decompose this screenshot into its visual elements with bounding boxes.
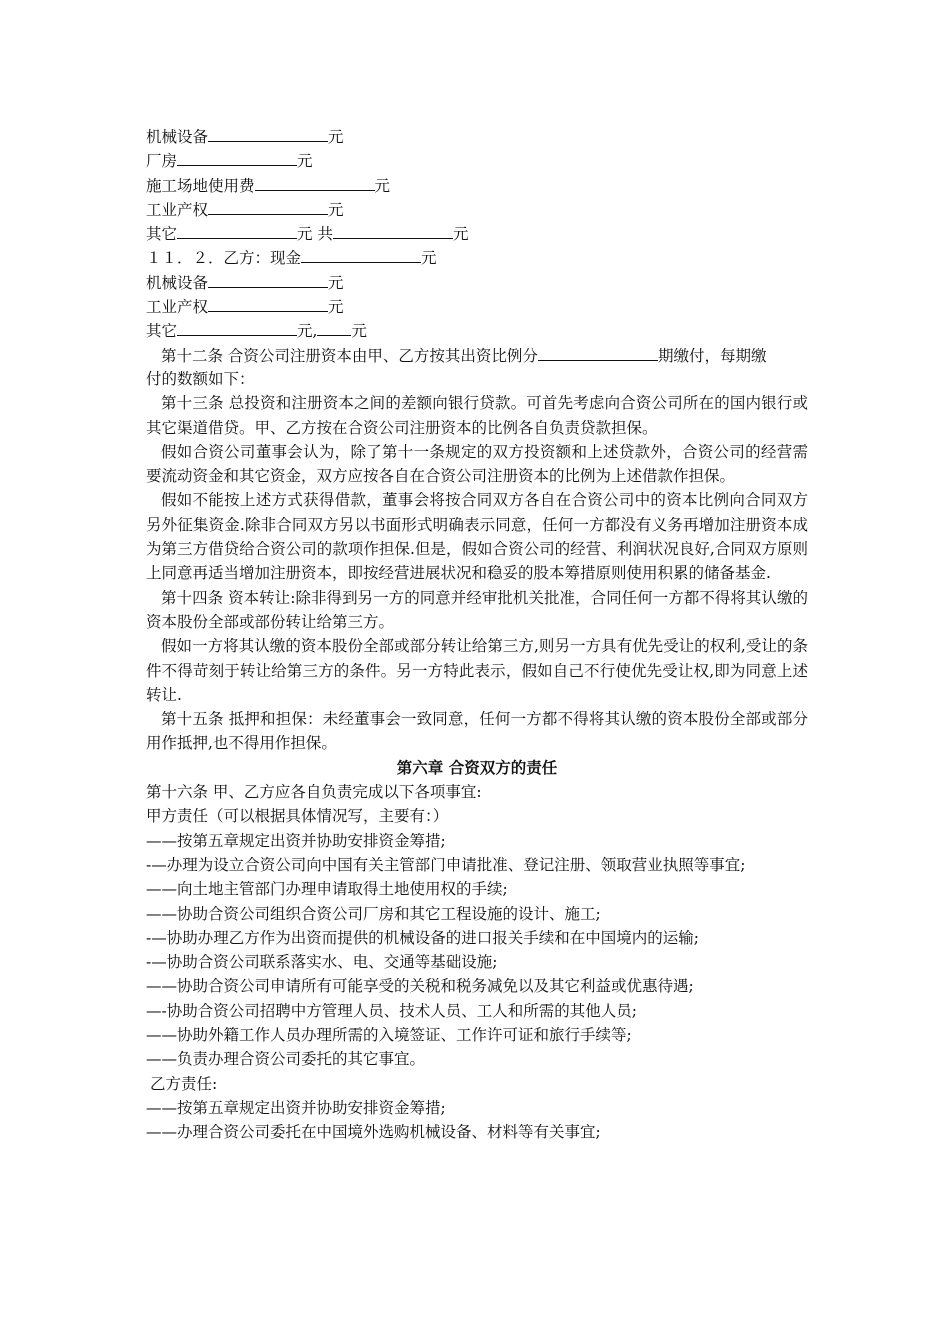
fill-line-site-fee (146, 173, 808, 197)
article-16: 第十六条 甲、乙方应各自负责完成以下各项事宜: (146, 783, 482, 802)
blank-field[interactable] (255, 173, 375, 191)
article-12-line1 (146, 343, 808, 367)
blank-field[interactable] (177, 221, 297, 239)
unit-label: 元 (297, 225, 313, 244)
list-item: ——协助外籍工作人员办理所需的入境签证、工作许可证和旅行手续等; (146, 1025, 632, 1044)
fill-line-b-ip (146, 294, 808, 318)
paragraph-article-15: 第十五条 抵押和担保：未经董事会一致同意，任何一方都不得将其认缴的资本股份全部或部分用作抵押,也不得用作担保。 (146, 710, 808, 753)
article-12-line2: 付的数额如下： (146, 369, 255, 388)
fill-line-ip (146, 197, 808, 221)
list-item: —-协助合资公司招聘中方管理人员、技术人员、工人和所需的其他人员; (146, 1001, 637, 1020)
blank-field-periods[interactable] (538, 343, 658, 361)
unit-label: 元 (421, 249, 437, 268)
unit-label: 元 (328, 200, 344, 219)
fill-line-other-total (146, 221, 808, 245)
blank-field[interactable] (208, 270, 328, 288)
field-label: １１．２．乙方：现金 (146, 249, 302, 268)
list-item: ——协助合资公司申请所有可能享受的关税和税务减免以及其它利益或优惠待遇; (146, 977, 694, 996)
unit-label: 元 (351, 322, 367, 341)
fill-line-plant (146, 148, 808, 172)
list-item: ——按第五章规定出资并协助安排资金筹措; (146, 831, 446, 850)
list-item: -—协助办理乙方作为出资而提供的机械设备的进口报关手续和在中国境内的运输; (146, 928, 699, 947)
document-content (146, 124, 808, 1144)
unit-label: 元 (374, 176, 391, 195)
list-item: ——协助合资公司组织合资公司厂房和其它工程设施的设计、施工; (146, 904, 601, 923)
total-label: 共 (312, 225, 333, 244)
paragraph-guarantee: 假如合资公司董事会认为，除了第十一条规定的双方投资额和上述贷款外，合资公司的经营需要流动资金和其它资金，双方应按各自在合资公司注册资本的比例为上述借款作担保。 (146, 442, 808, 486)
field-label: 机械设备 (146, 273, 209, 292)
unit-label: 元 (328, 273, 344, 292)
blank-field-short[interactable] (317, 318, 351, 336)
paragraph-fundraising: 假如不能按上述方式获得借款，董事会将按合同双方各自在合资公司中的资本比例向合同双方另外征集资金.除非合同双方另以书面形式明确表示同意，任何一方都没有义务再增加注册资本成为第三方借贷给合资公司的款项作担保.但是，假如合资公司的经营、利润状况良好,合同双方原则上同意再适当增加注册资本，即按经营进展状况和稳妥的股本筹措原则使用积累的储备基金. (146, 491, 808, 583)
paragraph-article-14: 第十四条 资本转让:除非得到另一方的同意并经审批机关批准，合同任何一方都不得将其认缴的资本股份全部或部份转让给第三方。 (146, 588, 808, 631)
fill-line-b-machinery (146, 270, 808, 294)
blank-field-total[interactable] (333, 221, 453, 239)
unit-label: 元, (297, 322, 318, 341)
list-item: ——向土地主管部门办理申请取得土地使用权的手续; (146, 880, 508, 899)
list-item: -—办理为设立合资公司向中国有关主管部门申请批准、登记注册、领取营业执照等事宜; (146, 855, 746, 874)
paragraph-article-13: 第十三条 总投资和注册资本之间的差额向银行贷款。可首先考虑向合资公司所在的国内银行或其它渠道借贷。甲、乙方按在合资公司注册资本的比例各自负责贷款担保。 (146, 394, 808, 437)
unit-label: 元 (328, 298, 344, 317)
article-12-suffix: 期缴付，每期缴 (657, 346, 767, 365)
list-item: ——办理合资公司委托在中国境外选购机械设备、材料等有关事宜; (146, 1123, 601, 1142)
blank-field[interactable] (177, 318, 297, 336)
paragraph-transfer: 假如一方将其认缴的资本股份全部或部分转让给第三方,则另一方具有优先受让的权利,受让的条件不得苛刻于转让给第三方的条件。另一方特此表示，假如自己不行使优先受让权,即为同意上述转让. (146, 637, 808, 704)
fill-line-party-b-cash (146, 245, 808, 269)
field-label: 工业产权 (146, 298, 209, 317)
blank-field[interactable] (208, 124, 328, 142)
party-b-heading: 乙方责任: (150, 1074, 218, 1093)
field-label: 厂房 (146, 152, 178, 171)
blank-field[interactable] (208, 197, 328, 215)
unit-label: 元 (328, 128, 344, 146)
field-label: 工业产权 (146, 200, 209, 219)
blank-field[interactable] (301, 245, 421, 263)
field-label: 施工场地使用费 (146, 176, 255, 195)
unit-label: 元 (452, 225, 469, 244)
fill-line-machinery (146, 124, 808, 148)
list-item: -—协助合资公司联系落实水、电、交通等基础设施; (146, 953, 498, 972)
chapter-title: 第六章 合资双方的责任 (396, 757, 558, 777)
blank-field[interactable] (208, 294, 328, 312)
fill-line-b-other (146, 318, 808, 342)
list-item: ——负责办理合资公司委托的其它事宜。 (146, 1050, 426, 1069)
list-item: ——按第五章规定出资并协助安排资金筹措; (146, 1098, 446, 1117)
unit-label: 元 (297, 152, 313, 171)
field-label: 其它 (146, 322, 178, 341)
field-label: 其它 (146, 225, 178, 244)
article-12-text: 第十二条 合资公司注册资本由甲、乙方按其出资比例分 (161, 346, 538, 365)
party-a-heading: 甲方责任（可以根据具体情况写，主要有：） (146, 807, 449, 826)
field-label: 机械设备 (146, 128, 209, 146)
blank-field[interactable] (177, 148, 297, 166)
